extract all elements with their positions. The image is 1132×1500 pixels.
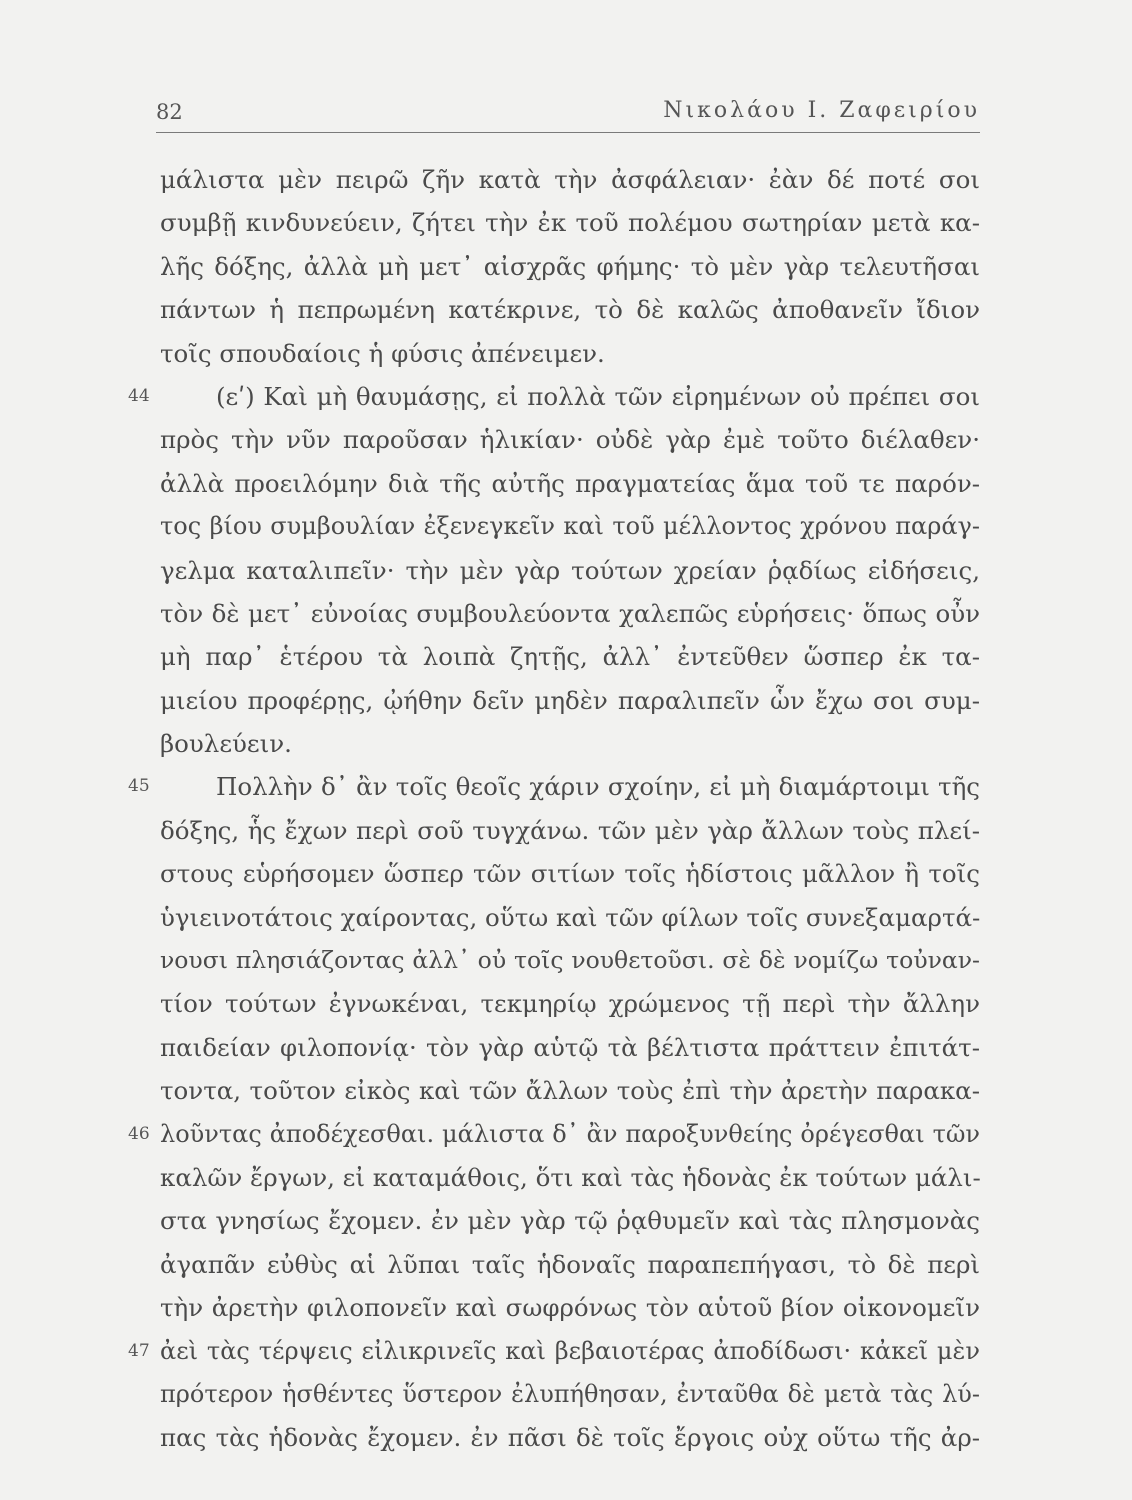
line-text: γελμα καταλιπεῖν· τὴν μὲν γὰρ τούτων χρείαν ῥᾳδίως εἰδήσεις, — [160, 555, 980, 585]
text-line — [160, 1243, 980, 1286]
line-text: πας τὰς ἡδονὰς ἔχομεν. ἐν πᾶσι δὲ τοῖς ἔργοις οὐχ οὕτω τῆς ἀρ- — [160, 1423, 980, 1453]
text-line — [160, 939, 980, 982]
line-text: ἀγαπᾶν εὐθὺς αἱ λῦπαι ταῖς ἡδοναῖς παραπεπήγασι, τὸ δὲ περὶ — [160, 1249, 980, 1279]
section-number: 46 — [128, 1123, 150, 1144]
line-text: νουσι πλησιάζοντας ἀλλ᾽ οὐ τοῖς νουθετοῦσι. σὲ δὲ νομίζω τοὐναν- — [160, 946, 980, 975]
line-text: δόξης, ἧς ἔχων περὶ σοῦ τυγχάνω. τῶν μὲν γὰρ ἄλλων τοὺς πλεί- — [160, 815, 980, 845]
text-line — [160, 418, 980, 461]
running-head: Νικολάου Ι. Ζαφειρίου — [663, 98, 980, 123]
text-line — [128, 1113, 980, 1156]
line-text: πάντων ἡ πεπρωμένη κατέκρινε, τὸ δὲ καλῶς ἀποθανεῖν ἴδιον — [160, 295, 980, 325]
text-line — [160, 635, 980, 678]
text-line — [160, 679, 980, 722]
line-text: στα γνησίως ἔχομεν. ἐν μὲν γὰρ τῷ ῥᾳθυμεῖν καὶ τὰς πλησμονὰς — [160, 1206, 980, 1236]
text-line — [160, 1286, 980, 1329]
text-line — [160, 245, 980, 288]
text-line — [160, 288, 980, 331]
text-line — [160, 1416, 980, 1459]
line-text: στους εὑρήσομεν ὥσπερ τῶν σιτίων τοῖς ἡδίστοις μᾶλλον ἢ τοῖς — [160, 859, 980, 889]
line-text: τὸν δὲ μετ᾽ εὐνοίας συμβουλεύοντα χαλεπῶς εὑρήσεις· ὅπως οὖν — [160, 598, 980, 628]
line-text: τος βίου συμβουλίαν ἐξενεγκεῖν καὶ τοῦ μέλλοντος χρόνου παράγ- — [160, 512, 980, 541]
text-line — [160, 1156, 980, 1199]
text-line — [160, 809, 980, 852]
text-line — [160, 982, 980, 1025]
line-text: συμβῇ κινδυνεύειν, ζήτει τὴν ἐκ τοῦ πολέμου σωτηρίαν μετὰ κα- — [160, 208, 980, 238]
text-line — [160, 1069, 980, 1112]
section-number: 45 — [128, 776, 150, 797]
text-line — [160, 592, 980, 635]
line-text: καλῶν ἔργων, εἰ καταμάθοις, ὅτι καὶ τὰς ἡδονὰς ἐκ τούτων μάλι- — [160, 1162, 981, 1192]
text-line — [128, 1330, 980, 1373]
line-text: ἀεὶ τὰς τέρψεις εἰλικρινεῖς καὶ βεβαιοτέρας ἀποδίδωσι· κἀκεῖ μὲν — [160, 1336, 980, 1365]
line-text: (εʹ) Καὶ μὴ θαυμάσῃς, εἰ πολλὰ τῶν εἰρημένων οὐ πρέπει σοι — [216, 381, 980, 411]
section-number: 44 — [128, 385, 150, 406]
text-line — [160, 1199, 980, 1242]
text-line — [128, 375, 980, 418]
text-line — [160, 1026, 980, 1069]
text-line — [160, 1373, 980, 1416]
text-line — [160, 852, 980, 895]
text-line — [160, 462, 980, 505]
line-text: Πολλὴν δ᾽ ἂν τοῖς θεοῖς χάριν σχοίην, εἰ μὴ διαμάρτοιμι τῆς — [216, 772, 980, 802]
line-text: τίον τούτων ἐγνωκέναι, τεκμηρίῳ χρώμενος τῇ περὶ τὴν ἄλλην — [160, 989, 980, 1019]
line-text: λῆς δόξης, ἀλλὰ μὴ μετ᾽ αἰσχρᾶς φήμης· τὸ μὲν γὰρ τελευτῆσαι — [160, 251, 980, 281]
text-line — [160, 722, 980, 765]
text-line — [160, 332, 980, 375]
line-text: ἀλλὰ προειλόμην διὰ τῆς αὐτῆς πραγματείας ἅμα τοῦ τε παρόν- — [160, 468, 980, 498]
line-text: παιδείαν φιλοπονίᾳ· τὸν γὰρ αὑτῷ τὰ βέλτιστα πράττειν ἐπιτάτ- — [160, 1032, 980, 1062]
page-header — [156, 96, 980, 133]
line-text: τοῖς σπουδαίοις ἡ φύσις ἀπένειμεν. — [160, 338, 605, 368]
text-line — [160, 158, 980, 201]
text-line — [160, 896, 980, 939]
section-number: 47 — [128, 1340, 150, 1361]
line-text: πρὸς τὴν νῦν παροῦσαν ἡλικίαν· οὐδὲ γὰρ ἐμὲ τοῦτο διέλαθεν· — [160, 425, 980, 455]
page-number: 82 — [156, 100, 183, 124]
line-text: πρότερον ἡσθέντες ὕστερον ἐλυπήθησαν, ἐνταῦθα δὲ μετὰ τὰς λύ- — [160, 1379, 980, 1408]
text-line — [160, 549, 980, 592]
main-text — [128, 158, 981, 1460]
text-line — [128, 765, 980, 808]
line-text: μὴ παρ᾽ ἑτέρου τὰ λοιπὰ ζητῇς, ἀλλ᾽ ἐντεῦθεν ὥσπερ ἐκ τα- — [160, 642, 980, 672]
text-line — [160, 505, 980, 548]
text-line — [160, 201, 980, 244]
line-text: βουλεύειν. — [160, 729, 292, 759]
line-text: μάλιστα μὲν πειρῶ ζῆν κατὰ τὴν ἀσφάλειαν· ἐὰν δέ ποτέ σοι — [160, 165, 980, 194]
line-text: μιείου προφέρῃς, ᾠήθην δεῖν μηδὲν παραλιπεῖν ὧν ἔχω σοι συμ- — [160, 685, 980, 715]
line-text: λοῦντας ἀποδέχεσθαι. μάλιστα δ᾽ ἂν παροξυνθείης ὀρέγεσθαι τῶν — [160, 1119, 980, 1148]
line-text: τοντα, τοῦτον εἰκὸς καὶ τῶν ἄλλων τοὺς ἐπὶ τὴν ἀρετὴν παρακα- — [160, 1076, 980, 1106]
line-text: ὑγιεινοτάτοις χαίροντας, οὕτω καὶ τῶν φίλων τοῖς συνεξαμαρτά- — [160, 902, 981, 932]
line-text: τὴν ἀρετὴν φιλοπονεῖν καὶ σωφρόνως τὸν αὑτοῦ βίον οἰκονομεῖν — [160, 1293, 980, 1323]
